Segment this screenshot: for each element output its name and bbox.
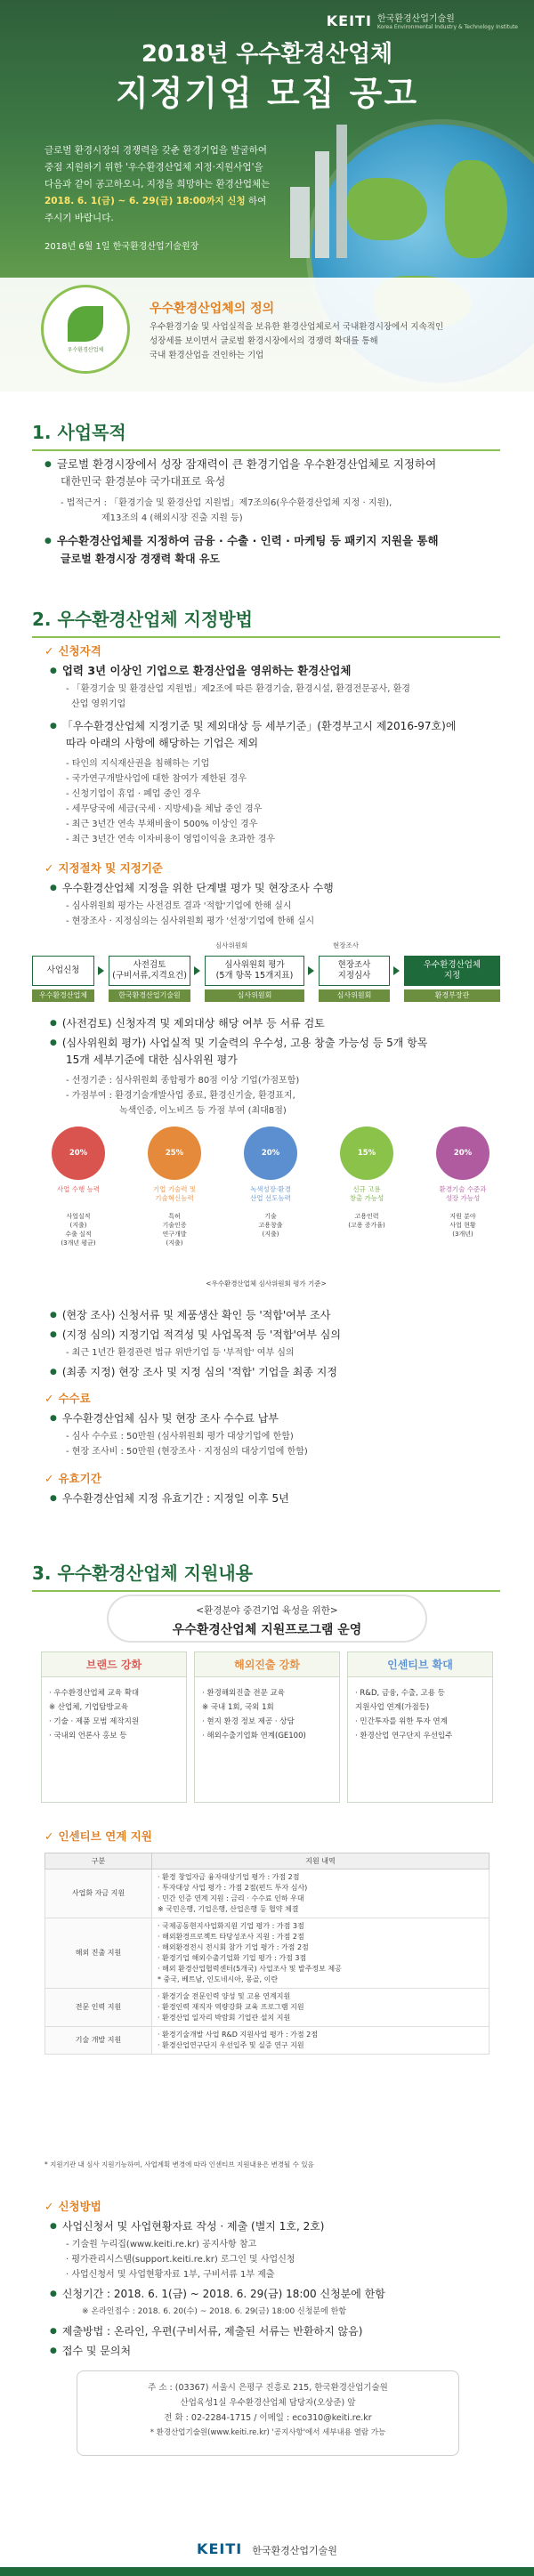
q-sub1: - 「환경기술 및 환경산업 지원법」제2조에 따른 환경기술, 환경시설, 환경전문공사, 환경 bbox=[66, 684, 410, 694]
criteria-pct: 25% bbox=[148, 1126, 201, 1180]
p-bullet4: ● (현장 조사) 신청서류 및 제품생산 확인 등 '적합'여부 조사 bbox=[50, 1306, 330, 1326]
q-bullet2: ● 「우수환경산업체 지정기준 및 제외대상 등 세부기준」(환경부고시 제2016-97호)에 bbox=[50, 717, 456, 737]
procedure-flow bbox=[32, 934, 504, 1005]
p-sub4: - 가점부여 : 환경기술개발사업 종료, 환경신기술, 환경표지, bbox=[66, 1091, 295, 1101]
section2-title bbox=[32, 605, 500, 638]
qualification-heading: ✓ 신청자격 bbox=[44, 642, 101, 658]
arrow-right-icon bbox=[308, 966, 314, 975]
q-bullet1: ● 업력 3년 이상인 기업으로 환경산업을 영위하는 환경산업체 bbox=[50, 662, 351, 682]
q-list-item: - 최근 3년간 연속 부채비율이 500% 이상인 경우 bbox=[66, 820, 258, 829]
table-line: · 환경기업 해외수출기업화 기업 평가 : 가점 3점 bbox=[158, 1954, 307, 1962]
table-line: · 환경기술개발 사업 R&D 지원사업 평가 : 가점 2점 bbox=[158, 2031, 319, 2039]
table-cell bbox=[152, 2027, 490, 2055]
table-line: · 민간 인증 연계 지원 : 금리 · 수수료 인하 우대 bbox=[158, 1894, 304, 1902]
criteria-desc: 기술 고용창출 (지출) bbox=[258, 1213, 283, 1238]
program-item: ※ 국내 1회, 국외 1회 bbox=[202, 1703, 274, 1712]
q-sub1b: 산업 영위기업 bbox=[71, 699, 126, 709]
table-line: · 국제공동현지사업화지원 기업 평가 : 가점 3점 bbox=[158, 1922, 304, 1930]
s1-ref1: - 법적근거 : 「환경기술 및 환경산업 지원법」제7조의6(우수환경산업체 지정 · 지원), bbox=[61, 498, 392, 508]
section2-title-text: 2. 우수환경산업체 지정방법 bbox=[32, 609, 253, 630]
section3-title bbox=[32, 1559, 500, 1592]
leaf-icon bbox=[68, 306, 103, 342]
program-item: ※ 산업체, 기업탐방교육 bbox=[49, 1703, 129, 1712]
criteria-name: 신규 고용 창출 가능성 bbox=[349, 1185, 384, 1202]
criteria-caption: <우수환경산업체 심사위원회 평가 기준> bbox=[206, 1280, 327, 1288]
table-cell bbox=[152, 1989, 490, 2027]
q-list-item: - 최근 3년간 연속 이자비용이 영업이익을 초과한 경우 bbox=[66, 835, 276, 844]
incentive-heading: ✓ 인센티브 연계 지원 bbox=[44, 1828, 152, 1844]
table-cell bbox=[152, 1869, 490, 1918]
q-list-item: - 국가연구개발사업에 대한 참여가 제한된 경우 bbox=[66, 774, 247, 784]
table-cell bbox=[152, 1918, 490, 1989]
criteria-pct: 15% bbox=[340, 1126, 393, 1180]
q-list-item: - 타인의 지식재산권을 침해하는 기업 bbox=[66, 759, 210, 769]
q-list-item: - 세무당국에 세금(국세 · 지방세)을 체납 중인 경우 bbox=[66, 804, 263, 814]
flow-actor: 우수환경산업체 bbox=[32, 989, 94, 1002]
table-line: * 중국, 베트남, 인도네시아, 몽골, 이란 bbox=[158, 1975, 279, 1983]
flow-step-final: 우수환경산업체 지정 bbox=[404, 956, 500, 986]
table-line: · 해외환경프로젝트 타당성조사 지원 : 가점 2점 bbox=[158, 1933, 304, 1941]
v-bullet1: ● 우수환경산업체 지정 유효기간 : 지정일 이후 5년 bbox=[50, 1490, 289, 1509]
flow-actor: 심사위원회 bbox=[205, 989, 304, 1002]
table-line: · 투자대상 사업 평가 : 가점 2점(펀드 투자 심사) bbox=[158, 1884, 308, 1892]
table-note: * 지원기관 내 심사 지원기능하여, 사업계획 변경에 따라 인센티브 지원내용은 변경될 수 있음 bbox=[44, 2160, 314, 2168]
criteria-pct: 20% bbox=[52, 1126, 105, 1180]
s1-ref2: 제13조의 4 (해외시장 진출 지원 등) bbox=[101, 513, 243, 523]
definition-line: 우수환경기술 및 사업실적을 보유한 환경산업체로서 국내환경시장에서 지속적인 bbox=[150, 322, 444, 332]
hero-banner bbox=[0, 0, 534, 392]
table-line: · 해외 환경산업협력센터(5개국) 사업조사 및 발주정보 제공 bbox=[158, 1965, 342, 1973]
f-sub2: - 현장 조사비 : 50만원 (현장조사 · 지정심의 대상기업에 한함) bbox=[66, 1447, 308, 1457]
intro-text bbox=[44, 142, 285, 227]
s1-bullet2-cont: 글로벌 환경시장 경쟁력 확대 유도 bbox=[61, 553, 221, 565]
title-line1: 2018년 우수환경산업체 bbox=[141, 41, 393, 68]
p-sub1: - 심사위원회 평가는 사전검토 결과 '적합'기업에 한해 실시 bbox=[66, 901, 292, 911]
logo-subtext: Korea Environmental Industry & Technology Institute bbox=[376, 24, 518, 30]
table-row bbox=[45, 1989, 490, 2027]
program-col-incentive bbox=[347, 1651, 493, 1803]
intro-line: 중점 지원하기 위한 '우수환경산업체 지정·지원사업'을 bbox=[44, 162, 263, 173]
flow-step: 현장조사 지정심사 bbox=[319, 956, 390, 986]
program-item: · 현지 환경 정보 제공 · 상담 bbox=[202, 1717, 295, 1726]
a-sub4: ※ 온라인접수 : 2018. 6. 20(수) ~ 2018. 6. 29(금) 18:00 신청분에 한함 bbox=[82, 2307, 347, 2316]
flow-top-label: 심사위원회 bbox=[215, 941, 248, 949]
evaluation-criteria bbox=[32, 1126, 500, 1296]
table-line: ※ 국민은행, 기업은행, 산업은행 등 협약 체결 bbox=[158, 1905, 299, 1913]
keiti-logo bbox=[327, 11, 518, 30]
p-bullet1: ● 우수환경산업체 지정을 위한 단계별 평가 및 현장조사 수행 bbox=[50, 879, 334, 899]
a-bullet2: ● 신청기간 : 2018. 6. 1(금) ~ 2018. 6. 29(금) 18:00 신청분에 한함 bbox=[50, 2285, 385, 2305]
program-subtitle: <환경분야 중견기업 육성을 위한> bbox=[196, 1605, 338, 1616]
program-item: · 기술 · 제품 모범 제작지원 bbox=[49, 1717, 140, 1726]
p-bullet5: ● (지정 심의) 지정기업 적격성 및 사업목적 등 '적합'여부 심의 bbox=[50, 1326, 341, 1345]
table-line: · 환경산업 일자리 박람회 기업관 설치 지원 bbox=[158, 2014, 291, 2022]
a-sub1: - 기술원 누리집(www.keiti.re.kr) 공지사항 참고 bbox=[66, 2240, 257, 2249]
program-col-head: 브랜드 강화 bbox=[42, 1652, 186, 1677]
p-bullet6: ● (최종 지정) 현장 조사 및 지정 심의 '적합' 기업을 최종 지정 bbox=[50, 1363, 337, 1383]
p-sub2: - 현장조사 · 지정심의는 심사위원회 평가 '선정'기업에 한해 실시 bbox=[66, 917, 315, 926]
flow-step: 사전검토 (구비서류,지격요건) bbox=[109, 956, 190, 986]
a-bullet1: ● 사업신청서 및 사업현황자료 작성 · 제출 (별지 1호, 2호) bbox=[50, 2217, 324, 2237]
table-cat: 전문 인력 지원 bbox=[45, 1989, 152, 2027]
flow-actor: 심사위원회 bbox=[319, 989, 390, 1002]
table-line: · 환경 창업자금 융자대상기업 평가 : 가점 2점 bbox=[158, 1873, 300, 1881]
date-signature: 2018년 6월 1일 한국환경산업기술원장 bbox=[44, 242, 199, 252]
criteria-desc: 지원 분야 사업 현황 (3개년) bbox=[449, 1213, 476, 1238]
intro-deadline-line bbox=[44, 193, 285, 210]
criteria-name: 사업 수행 능력 bbox=[56, 1185, 101, 1193]
intro-line: 다음과 같이 공고하오니, 지정을 희망하는 환경산업체는 bbox=[44, 179, 271, 190]
table-row bbox=[45, 1918, 490, 1989]
program-item: · 민간투자를 위한 투자 연계 bbox=[355, 1717, 448, 1726]
program-item: · 우수환경산업체 교육 확대 bbox=[49, 1689, 140, 1698]
program-col-head: 해외진출 강화 bbox=[195, 1652, 339, 1677]
criteria-pct: 20% bbox=[436, 1126, 490, 1180]
a-bullet4: ● 접수 및 문의처 bbox=[50, 2342, 131, 2362]
definition-title: 우수환경산업체의 정의 bbox=[150, 302, 275, 316]
a-bullet3: ● 제출방법 : 온라인, 우편(구비서류, 제출된 서류는 반환하지 않음) bbox=[50, 2322, 362, 2342]
table-cat: 해외 진출 지원 bbox=[45, 1918, 152, 1989]
q-list bbox=[66, 756, 275, 847]
criteria-name: 녹색성장·환경 산업 선도능력 bbox=[250, 1185, 291, 1202]
program-item: · 환경산업 연구단지 우선입주 bbox=[355, 1732, 453, 1740]
flow-top-label: 현장조사 bbox=[333, 941, 359, 949]
p-sub4b: 녹색인증, 이노비즈 등 가점 부여 (최대8점) bbox=[119, 1106, 287, 1116]
table-header: 지원 내역 bbox=[152, 1853, 490, 1869]
table-line: · 환경인력 재직자 역량강화 교육 프로그램 지원 bbox=[158, 2003, 304, 2011]
footer-logo-text: 한국환경산업기술원 bbox=[252, 2545, 337, 2556]
q-list-item: - 신청기업이 휴업 · 폐업 중인 경우 bbox=[66, 789, 201, 799]
p-bullet3: ● (심사위원회 평가) 사업실적 및 기술력의 우수성, 고용 창출 가능성 등 5개 항목 bbox=[50, 1034, 427, 1054]
program-item: · 환경해외진출 전문 교육 bbox=[202, 1689, 285, 1698]
criteria-name: 기업 기술력 및 기술혁신능력 bbox=[152, 1185, 197, 1202]
arrow-right-icon bbox=[393, 966, 400, 975]
criteria-desc: 고용인력 (고용 증가율) bbox=[348, 1213, 385, 1229]
program-col-overseas bbox=[194, 1651, 340, 1803]
incentive-table bbox=[44, 1853, 490, 2055]
program-header bbox=[107, 1595, 427, 1643]
flow-step: 심사위원회 평가 (5개 항목 15개지표) bbox=[205, 956, 304, 986]
s1-bullet1: ● 글로벌 환경시장에서 성장 잠재력이 큰 환경기업을 우수환경산업체로 지정하여 bbox=[44, 456, 436, 475]
a-sub2: · 평가관리시스템(support.keiti.re.kr) 로그인 및 사업신청 bbox=[66, 2255, 295, 2265]
validity-heading: ✓ 유효기간 bbox=[44, 1470, 101, 1486]
p-bullet2: ● (사전검토) 신청자격 및 제외대상 해당 여부 등 서류 검토 bbox=[50, 1014, 325, 1034]
p-sub5: - 최근 1년간 환경관련 법규 위반기업 등 '부적합' 여부 심의 bbox=[66, 1348, 295, 1358]
program-item: · 해외수출기업화 연계(GE100) bbox=[202, 1732, 306, 1740]
p-bullet3-cont: 15개 세부기준에 대한 심사위원 평가 bbox=[66, 1054, 238, 1066]
flow-step: 사업신청 bbox=[32, 956, 94, 986]
table-cat: 기술 개발 지원 bbox=[45, 2027, 152, 2055]
flow-actor: 환경부장관 bbox=[404, 989, 500, 1002]
seal-text: 우수환경산업체 bbox=[67, 346, 104, 353]
definition-line: 국내 환경산업을 견인하는 기업 bbox=[150, 351, 264, 360]
table-header: 구분 bbox=[45, 1853, 152, 1869]
criteria-desc: 사업실적 (지출) 수출 실적 (3개년 평균) bbox=[61, 1213, 96, 1247]
flow-actor: 한국환경산업기술원 bbox=[109, 989, 190, 1002]
program-title: 우수환경산업체 지원프로그램 운영 bbox=[172, 1623, 362, 1637]
criteria-name: 환경기술 수준과 성장 가능성 bbox=[439, 1185, 487, 1202]
program-col-brand bbox=[41, 1651, 187, 1803]
contact-phone-email: 전 화 : 02-2284-1715 / 이메일 : eco310@keiti.re.kr bbox=[164, 2413, 372, 2423]
f-sub1: - 심사 수수료 : 50만원 (심사위원회 평가 대상기업에 한함) bbox=[66, 1432, 294, 1441]
table-line: · 환경산업연구단지 우선입주 및 실증 연구 지원 bbox=[158, 2041, 304, 2049]
program-item: · 국내외 언론사 홍보 등 bbox=[49, 1732, 127, 1740]
intro-line: 글로벌 환경시장의 경쟁력을 갖춘 환경기업을 발굴하여 bbox=[44, 145, 267, 156]
table-line: · 환경기술 전문인력 양성 및 고용 연계지원 bbox=[158, 1992, 291, 2000]
p-sub3: - 선정기준 : 심사위원회 종합평가 80점 이상 기업(가점포함) bbox=[66, 1076, 300, 1086]
seal-emblem bbox=[41, 285, 130, 374]
table-cat: 사업화 자금 지원 bbox=[45, 1869, 152, 1918]
section1-title-text: 1. 사업목적 bbox=[32, 422, 126, 443]
definition-line: 성장세를 보이면서 글로벌 환경시장에서의 경쟁력 확대를 통해 bbox=[150, 336, 378, 346]
s1-bullet1-cont: 대한민국 환경분야 국가대표로 육성 bbox=[61, 475, 226, 488]
criteria-desc: 특허 기술인증 연구개발 (지출) bbox=[162, 1213, 187, 1247]
contact-address: 주 소 : (03367) 서울시 은평구 진흥로 215, 한국환경산업기술원 bbox=[148, 2383, 388, 2393]
title-line2: 지정기업 모집 공고 bbox=[115, 74, 419, 113]
arrow-right-icon bbox=[98, 966, 104, 975]
program-item: 지원사업 연계(가점등) bbox=[355, 1703, 430, 1712]
footer-logo bbox=[0, 2540, 534, 2557]
definition-body bbox=[150, 320, 506, 363]
logo-text: 한국환경산업기술원 bbox=[376, 14, 455, 24]
contact-box bbox=[77, 2370, 459, 2456]
contact-department: 산업육성1실 우수환경산업체 담당자(오상준) 앞 bbox=[180, 2398, 356, 2408]
program-col-head: 인센티브 확대 bbox=[348, 1652, 492, 1677]
program-item: · R&D, 금융, 수출, 고용 등 bbox=[355, 1689, 445, 1698]
deadline-tail: 하여 bbox=[247, 196, 267, 206]
intro-line: 주시기 바랍니다. bbox=[44, 213, 114, 223]
section3-title-text: 3. 우수환경산업체 지원내용 bbox=[32, 1563, 253, 1584]
deadline: 2018. 6. 1(금) ~ 6. 29(금) 18:00까지 신청 bbox=[44, 196, 246, 206]
arrow-right-icon bbox=[194, 966, 200, 975]
f-bullet1: ● 우수환경산업체 심사 및 현장 조사 수수료 납부 bbox=[50, 1409, 279, 1429]
criteria-pct: 20% bbox=[244, 1126, 297, 1180]
s1-bullet2: ● 우수환경산업체를 지정하여 금융 · 수출 · 인력 · 마케팅 등 패키지 지원을 통해 bbox=[44, 532, 439, 552]
table-line: · 해외환경전시 전시회 참가 기업 평가 : 가점 2점 bbox=[158, 1943, 309, 1951]
logo-mark: KEITI bbox=[326, 12, 372, 29]
footer-logo-mark: KEITI bbox=[197, 2540, 243, 2557]
apply-heading: ✓ 신청방법 bbox=[44, 2198, 101, 2214]
section1-title bbox=[32, 418, 500, 451]
q-bullet2-cont: 따라 아래의 사항에 해당하는 기업은 제외 bbox=[66, 737, 259, 749]
table-row bbox=[45, 2027, 490, 2055]
table-row bbox=[45, 1869, 490, 1918]
fee-heading: ✓ 수수료 bbox=[44, 1390, 91, 1406]
procedure-heading: ✓ 지정절차 및 지정기준 bbox=[44, 860, 163, 876]
a-sub3: · 사업신청서 및 사업현황자료 1부, 구비서류 1부 제출 bbox=[66, 2270, 275, 2280]
footer-bar bbox=[0, 2567, 534, 2576]
contact-note: * 환경산업기술원(www.keiti.re.kr) '공지사항'에서 세부내용 열람 가능 bbox=[150, 2428, 386, 2437]
